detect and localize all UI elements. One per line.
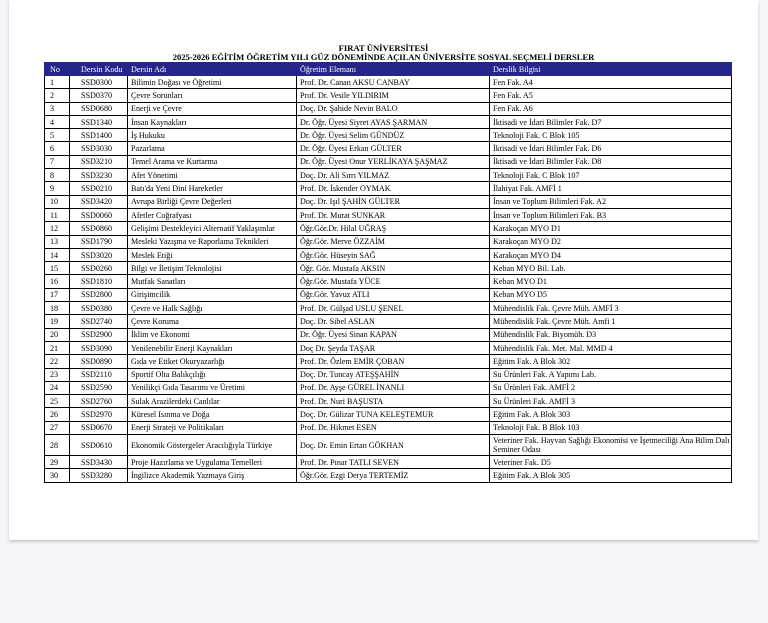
cell-course-code: SSD0860 (70, 222, 128, 235)
cell-classroom: Karakoçan MYO D2 (490, 235, 732, 248)
cell-course-name: Batı'da Yeni Dini Hareketler (128, 182, 297, 195)
cell-course-code: SSD0300 (70, 76, 128, 89)
cell-course-name: Sportif Olta Balıkçılığı (128, 368, 297, 381)
cell-course-code: SSD1810 (70, 275, 128, 288)
cell-classroom: İktisadi ve İdari Bilimler Fak. D8 (490, 155, 732, 168)
cell-no: 26 (45, 408, 70, 421)
cell-course-name: İngilizce Akademik Yazmaya Giriş (128, 469, 297, 482)
cell-no: 17 (45, 288, 70, 301)
cell-instructor: Doç. Dr. Sibel ASLAN (297, 315, 490, 328)
cell-instructor: Dr. Öğr. Üyesi Sinan KAPAN (297, 328, 490, 341)
table-row (45, 328, 732, 341)
cell-no: 12 (45, 222, 70, 235)
cell-classroom: Su Ürünleri Fak. AMFİ 3 (490, 395, 732, 408)
cell-instructor: Öğr.Gör. Hüseyin SAĞ (297, 248, 490, 261)
cell-instructor: Doç. Dr. Gülizar TUNA KELEŞTEMUR (297, 408, 490, 421)
table-row (45, 76, 732, 89)
cell-no: 19 (45, 315, 70, 328)
cell-classroom: Eğitim Fak. A Blok 305 (490, 469, 732, 482)
cell-course-name: Afetler Coğrafyası (128, 208, 297, 221)
cell-instructor: Prof. Dr. Pınar TATLI SEVEN (297, 456, 490, 469)
table-row (45, 341, 732, 354)
cell-classroom: Su Ürünleri Fak. AMFİ 2 (490, 381, 732, 394)
cell-no: 25 (45, 395, 70, 408)
cell-course-name: Mutfak Sanatları (128, 275, 297, 288)
cell-classroom: Fen Fak. A5 (490, 89, 732, 102)
courses-table (44, 62, 732, 483)
cell-course-name: İş Hukuku (128, 129, 297, 142)
cell-course-code: SSD0370 (70, 89, 128, 102)
cell-instructor: Doç. Dr. Işıl ŞAHİN GÜLTER (297, 195, 490, 208)
cell-no: 28 (45, 435, 70, 456)
cell-instructor: Öğr.Gör. Yavuz ATLI (297, 288, 490, 301)
cell-instructor: Prof. Dr. Canan AKSU CANBAY (297, 76, 490, 89)
cell-no: 11 (45, 208, 70, 221)
cell-course-name: Çevre Koruma (128, 315, 297, 328)
cell-course-name: Afet Yönetimi (128, 169, 297, 182)
cell-course-code: SSD3280 (70, 469, 128, 482)
cell-course-code: SSD2740 (70, 315, 128, 328)
cell-course-code: SSD1400 (70, 129, 128, 142)
table-header-row (45, 63, 732, 76)
cell-instructor: Öğr.Gör. Mustafa YÜCE (297, 275, 490, 288)
cell-classroom: İnsan ve Toplum Bilimleri Fak. B3 (490, 208, 732, 221)
cell-course-code: SSD2900 (70, 328, 128, 341)
table-row (45, 315, 732, 328)
cell-no: 9 (45, 182, 70, 195)
table-row (45, 102, 732, 115)
cell-course-name: İnsan Kaynakları (128, 115, 297, 128)
cell-course-code: SSD0260 (70, 262, 128, 275)
cell-classroom: Karakoçan MYO D1 (490, 222, 732, 235)
cell-classroom: İktisadi ve İdari Bilimler Fak. D7 (490, 115, 732, 128)
table-row (45, 302, 732, 315)
cell-classroom: Veteriner Fak. Hayvan Sağlığı Ekonomisi ve İşetmeciliği Ana Bilim Dalı Seminer Odası (490, 435, 732, 456)
cell-classroom: Veteriner Fak. D5 (490, 456, 732, 469)
header-instructor: Öğretim Elemanı (297, 63, 490, 76)
table-row (45, 355, 732, 368)
cell-classroom: İnsan ve Toplum Bilimleri Fak. A2 (490, 195, 732, 208)
cell-course-name: Gelişimi Destekleyici Alternatif Yaklaşımlar (128, 222, 297, 235)
cell-instructor: Prof. Dr. İskender OYMAK (297, 182, 490, 195)
table-row (45, 155, 732, 168)
table-row (45, 381, 732, 394)
cell-no: 24 (45, 381, 70, 394)
cell-instructor: Dr. Öğr. Üyesi Onur YERLİKAYA ŞAŞMAZ (297, 155, 490, 168)
cell-course-code: SSD2760 (70, 395, 128, 408)
cell-course-code: SSD3420 (70, 195, 128, 208)
cell-instructor: Öğr. Gör. Mustafa AKSIN (297, 262, 490, 275)
cell-classroom: İktisadi ve İdari Bilimler Fak. D6 (490, 142, 732, 155)
cell-course-name: Bilgi ve İletişim Teknolojisi (128, 262, 297, 275)
cell-no: 4 (45, 115, 70, 128)
cell-classroom: Eğitim Fak. A Blok 303 (490, 408, 732, 421)
cell-course-code: SSD3430 (70, 456, 128, 469)
cell-course-name: Yenilenebilir Enerji Kaynakları (128, 341, 297, 354)
table-row (45, 421, 732, 434)
cell-instructor: Doç. Dr. Tuncay ATEŞŞAHİN (297, 368, 490, 381)
document-subtitle: 2025-2026 EĞİTİM ÖĞRETİM YILI GÜZ DÖNEMİNDE AÇILAN ÜNİVERSİTE SOSYAL SEÇMELİ DERSLER (172, 52, 595, 62)
table-row (45, 435, 732, 456)
table-row (45, 169, 732, 182)
cell-classroom: Teknoloji Fak. C Blok 107 (490, 169, 732, 182)
cell-course-name: Ekonomik Göstergeler Aracılığıyla Türkiye (128, 435, 297, 456)
cell-course-name: Temel Arama ve Kurtarma (128, 155, 297, 168)
table-row (45, 89, 732, 102)
cell-course-code: SSD1340 (70, 115, 128, 128)
cell-instructor: Prof. Dr. Vesile YILDIRIM (297, 89, 490, 102)
cell-classroom: Fen Fak. A4 (490, 76, 732, 89)
cell-course-code: SSD0060 (70, 208, 128, 221)
table-row (45, 248, 732, 261)
cell-classroom: Teknoloji Fak. B Blok 103 (490, 421, 732, 434)
cell-instructor: Prof. Dr. Özlem EMİR ÇOBAN (297, 355, 490, 368)
cell-no: 14 (45, 248, 70, 261)
cell-instructor: Öğr.Gör. Ezgi Derya TERTEMİZ (297, 469, 490, 482)
cell-no: 30 (45, 469, 70, 482)
cell-course-code: SSD1790 (70, 235, 128, 248)
table-row (45, 456, 732, 469)
cell-course-code: SSD2590 (70, 381, 128, 394)
table-row (45, 368, 732, 381)
cell-classroom: Mühendislik Fak. Met. Mal. MMD 4 (490, 341, 732, 354)
cell-course-name: Meslek Etiği (128, 248, 297, 261)
header-course-name: Dersin Adı (128, 63, 297, 76)
cell-course-code: SSD2800 (70, 288, 128, 301)
cell-no: 29 (45, 456, 70, 469)
cell-no: 6 (45, 142, 70, 155)
cell-course-name: Sulak Arazilerdeki Canlılar (128, 395, 297, 408)
cell-course-code: SSD0610 (70, 435, 128, 456)
cell-course-name: Mesleki Yazışma ve Raporlama Teknikleri (128, 235, 297, 248)
cell-course-name: Proje Hazırlama ve Uygulama Temelleri (128, 456, 297, 469)
table-row (45, 195, 732, 208)
cell-no: 1 (45, 76, 70, 89)
cell-course-code: SSD3020 (70, 248, 128, 261)
table-row (45, 408, 732, 421)
cell-course-name: Girişimcilik (128, 288, 297, 301)
cell-instructor: Prof. Dr. Hikmet ESEN (297, 421, 490, 434)
table-row (45, 288, 732, 301)
cell-course-code: SSD0210 (70, 182, 128, 195)
cell-no: 18 (45, 302, 70, 315)
cell-no: 20 (45, 328, 70, 341)
cell-instructor: Prof. Dr. Nuri BAŞUSTA (297, 395, 490, 408)
cell-classroom: Keban MYO D1 (490, 275, 732, 288)
cell-no: 15 (45, 262, 70, 275)
table-row (45, 129, 732, 142)
table-row (45, 142, 732, 155)
cell-no: 10 (45, 195, 70, 208)
cell-instructor: Doç. Dr. Şahide Nevin BALO (297, 102, 490, 115)
cell-instructor: Dr. Öğr. Üyesi Selim GÜNDÜZ (297, 129, 490, 142)
cell-no: 3 (45, 102, 70, 115)
cell-no: 8 (45, 169, 70, 182)
cell-instructor: Doç. Dr. Emin Ertan GÖKHAN (297, 435, 490, 456)
table-row (45, 469, 732, 482)
cell-instructor: Dr. Öğr. Üyesi Siyret AYAS ŞARMAN (297, 115, 490, 128)
cell-course-name: Bilimin Doğası ve Öğretimi (128, 76, 297, 89)
cell-course-code: SSD0680 (70, 102, 128, 115)
cell-course-code: SSD0670 (70, 421, 128, 434)
table-row (45, 222, 732, 235)
cell-no: 7 (45, 155, 70, 168)
table-row (45, 235, 732, 248)
cell-instructor: Dr. Öğr. Üyesi Erkan GÜLTER (297, 142, 490, 155)
header-no: No (45, 63, 70, 76)
table-row (45, 262, 732, 275)
header-course-code: Dersin Kodu (70, 63, 128, 76)
cell-no: 5 (45, 129, 70, 142)
university-title: FIRAT ÜNİVERSİTESİ (338, 43, 429, 53)
cell-course-name: Küresel Isınma ve Doğa (128, 408, 297, 421)
cell-course-code: SSD3210 (70, 155, 128, 168)
cell-classroom: Su Ürünleri Fak. A Yapımı Lab. (490, 368, 732, 381)
cell-instructor: Öğr.Gör.Dr. Hilal UĞRAŞ (297, 222, 490, 235)
cell-classroom: Mühendislik Fak. Çevre Müh. AMFİ 3 (490, 302, 732, 315)
cell-instructor: Prof. Dr. Murat SUNKAR (297, 208, 490, 221)
cell-instructor: Doç. Dr. Ali Sırrı YILMAZ (297, 169, 490, 182)
cell-classroom: Karakoçan MYO D4 (490, 248, 732, 261)
cell-instructor: Öğr.Gör. Merve ÖZZAİM (297, 235, 490, 248)
cell-course-name: Yenilikçi Gıda Tasarımı ve Üretimi (128, 381, 297, 394)
cell-course-name: Enerji Strateji ve Politikaları (128, 421, 297, 434)
table-row (45, 182, 732, 195)
table-row (45, 115, 732, 128)
cell-instructor: Prof. Dr. Ayşe GÜREL İNANLI (297, 381, 490, 394)
cell-course-name: Çevre Sorunları (128, 89, 297, 102)
cell-classroom: Keban MYO Bil. Lab. (490, 262, 732, 275)
table-row (45, 275, 732, 288)
cell-course-name: Avrupa Birliği Çevre Değerleri (128, 195, 297, 208)
cell-no: 23 (45, 368, 70, 381)
cell-course-code: SSD0380 (70, 302, 128, 315)
cell-course-code: SSD2970 (70, 408, 128, 421)
cell-classroom: Mühendislik Fak. Biyomüh. D3 (490, 328, 732, 341)
cell-course-code: SSD3030 (70, 142, 128, 155)
table-row (45, 395, 732, 408)
cell-course-name: Gıda ve Etiket Okuryazarlığı (128, 355, 297, 368)
cell-course-code: SSD3090 (70, 341, 128, 354)
cell-instructor: Prof. Dr. Gülşad USLU ŞENEL (297, 302, 490, 315)
cell-no: 22 (45, 355, 70, 368)
cell-course-name: Çevre ve Halk Sağlığı (128, 302, 297, 315)
cell-classroom: İlahiyat Fak. AMFİ 1 (490, 182, 732, 195)
cell-course-name: Enerji ve Çevre (128, 102, 297, 115)
cell-classroom: Fen Fak. A6 (490, 102, 732, 115)
cell-classroom: Keban MYO D5 (490, 288, 732, 301)
cell-instructor: Doç Dr. Şeyda TAŞAR (297, 341, 490, 354)
cell-course-code: SSD0890 (70, 355, 128, 368)
table-body (45, 76, 732, 483)
cell-course-name: İklim ve Ekonomi (128, 328, 297, 341)
cell-classroom: Eğitim Fak. A Blok 302 (490, 355, 732, 368)
cell-no: 27 (45, 421, 70, 434)
cell-course-name: Pazarlama (128, 142, 297, 155)
cell-no: 2 (45, 89, 70, 102)
header-classroom: Derslik Bilgisi (490, 63, 732, 76)
table-row (45, 208, 732, 221)
cell-no: 13 (45, 235, 70, 248)
cell-no: 16 (45, 275, 70, 288)
cell-no: 21 (45, 341, 70, 354)
cell-classroom: Mühendislik Fak. Çevre Müh. Amfi 1 (490, 315, 732, 328)
cell-course-code: SSD3230 (70, 169, 128, 182)
cell-classroom: Teknoloji Fak. C Blok 105 (490, 129, 732, 142)
cell-course-code: SSD2110 (70, 368, 128, 381)
